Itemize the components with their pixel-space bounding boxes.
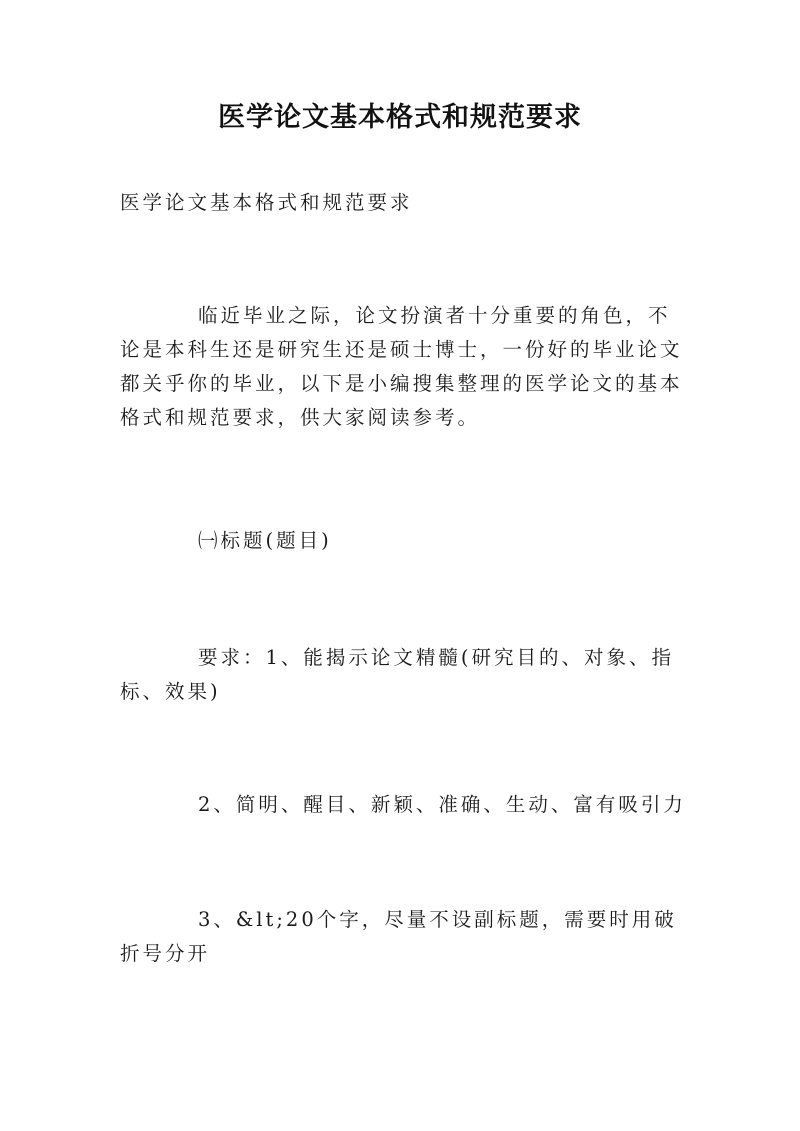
intro-paragraph: 临近毕业之际，论文扮演者十分重要的角色，不论是本科生还是研究生还是硕士博士，一份好的毕业论文都关乎你的毕业，以下是小编搜集整理的医学论文的基本格式和规范要求，供大家阅读参考。 xyxy=(120,304,683,429)
section-heading: ㈠标题(题目) xyxy=(198,529,332,552)
requirement-3: 3、&lt;20个字，尽量不设副标题，需要时用破折号分开 xyxy=(120,908,677,965)
requirement-2: 2、简明、醒目、新颖、准确、生动、富有吸引力 xyxy=(198,793,686,816)
requirement-1: 要求：1、能揭示论文精髓(研究目的、对象、指标、效果) xyxy=(120,646,675,703)
document-title: 医学论文基本格式和规范要求 xyxy=(218,102,582,133)
document-subtitle: 医学论文基本格式和规范要求 xyxy=(120,191,413,214)
